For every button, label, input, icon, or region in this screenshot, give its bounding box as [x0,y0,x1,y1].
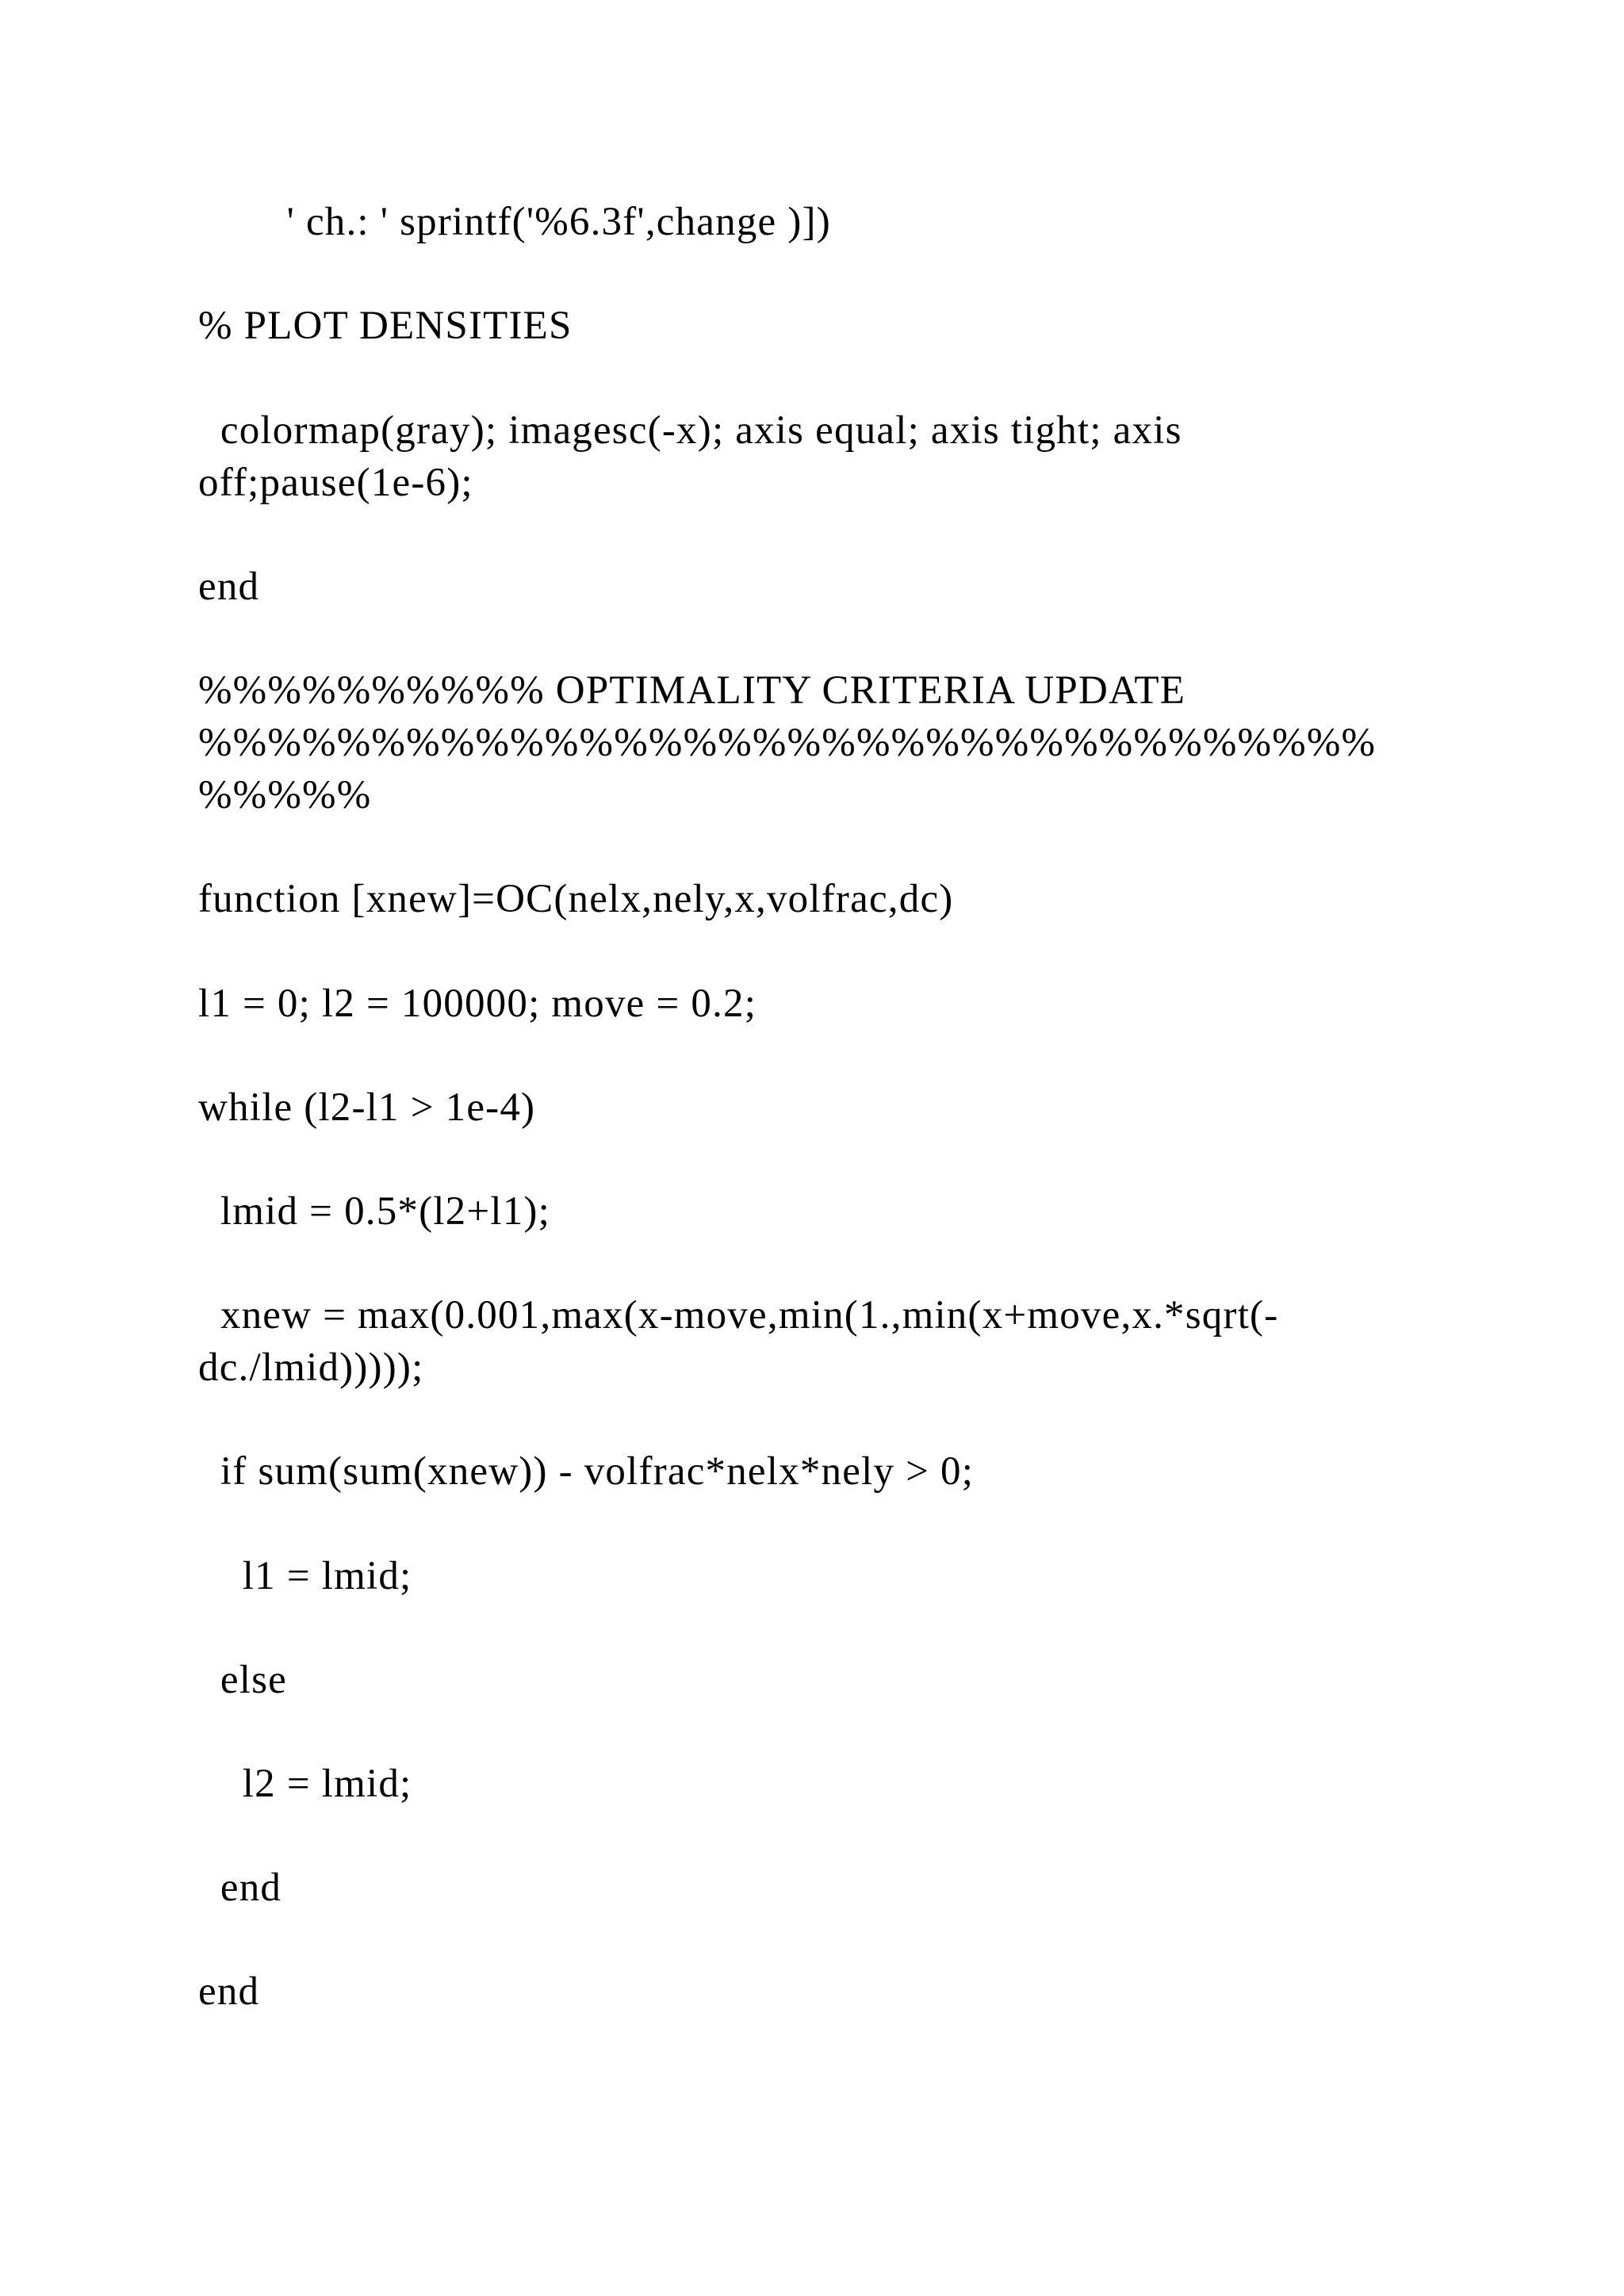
code-line-colormap-cont: off;pause(1e-6); [198,461,473,505]
code-line-function: function [xnew]=OC(nelx,nely,x,volfrac,dc) [198,877,954,921]
code-line-colormap: colormap(gray); imagesc(-x); axis equal; axis tight; axis [198,408,1182,453]
code-line-lmid: lmid = 0.5*(l2+l1); [198,1189,550,1234]
code-line-xnew-cont: dc./lmid))))); [198,1345,424,1390]
code-line-while: while (l2-l1 > 1e-4) [198,1085,536,1130]
code-line-if: if sum(sum(xnew)) - volfrac*nelx*nely > 0; [198,1449,975,1494]
code-line-l2-assign: l2 = lmid; [198,1762,412,1806]
code-line-end-if: end [198,1866,282,1910]
comment-oc-update-rule: %%%%%%%%%%%%%%%%%%%%%%%%%%%%%%%%%% [198,721,1377,765]
comment-oc-update-header: %%%%%%%%%% OPTIMALITY CRITERIA UPDATE [198,668,1186,713]
code-line-sprintf: ' ch.: ' sprintf('%6.3f',change )]) [198,200,831,244]
code-line-xnew: xnew = max(0.001,max(x-move,min(1.,min(x+move,x.*sqrt(- [198,1293,1279,1337]
comment-plot-densities: % PLOT DENSITIES [198,304,573,348]
code-line-init: l1 = 0; l2 = 100000; move = 0.2; [198,982,757,1026]
code-line-else: else [198,1658,287,1702]
code-line-end-while: end [198,1969,260,2014]
code-line-l1-assign: l1 = lmid; [198,1554,412,1598]
code-line-end: end [198,564,260,609]
comment-oc-update-rule-cont: %%%%% [198,773,372,817]
